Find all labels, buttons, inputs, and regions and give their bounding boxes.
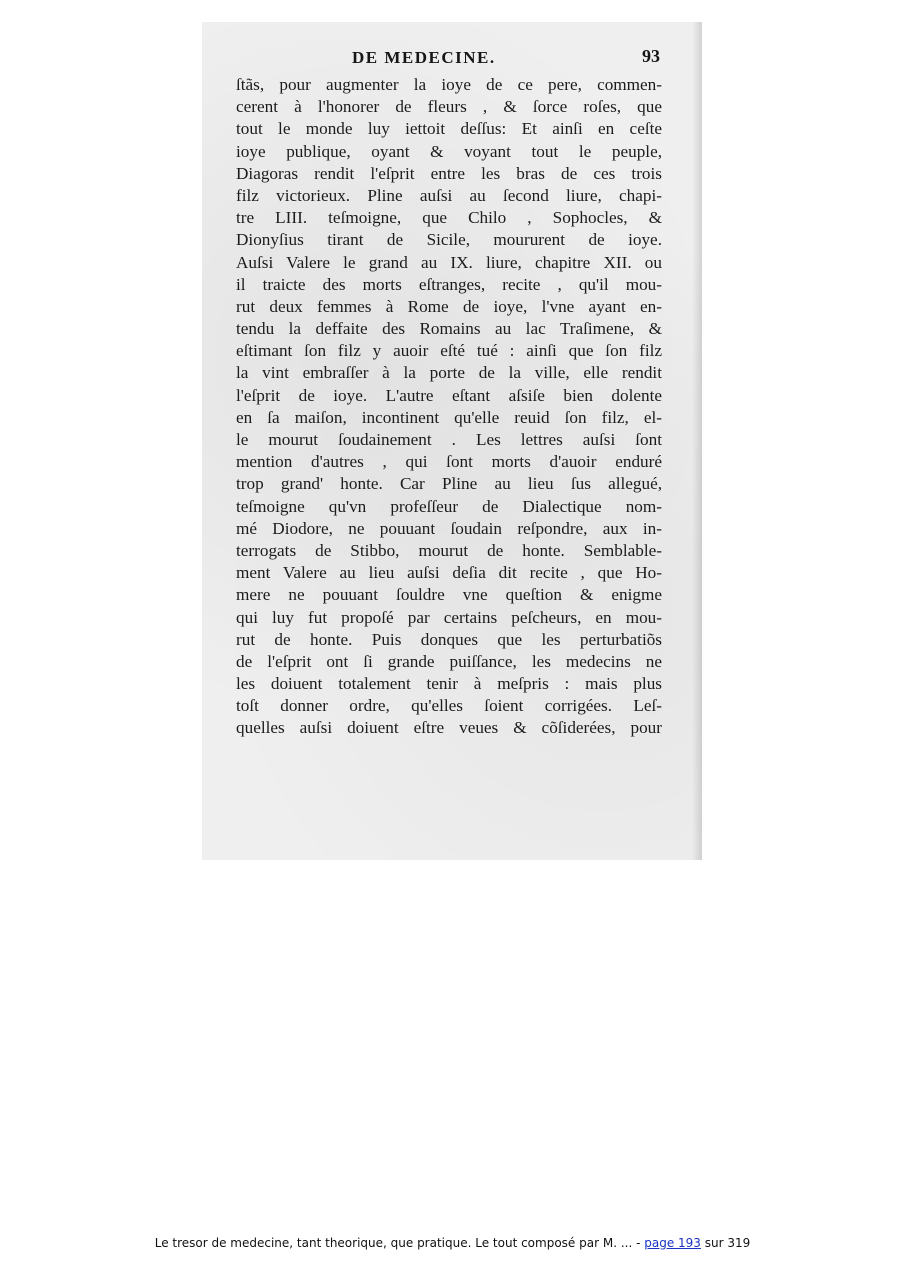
- footer-total: sur 319: [700, 1236, 751, 1250]
- text-line: tendu la deffaite des Romains au lac Traſimene, &: [236, 319, 662, 339]
- text-line: Dionyſius tirant de Sicile, moururent de ioye.: [236, 230, 662, 250]
- text-line: mention d'autres , qui ſont morts d'auoir enduré: [236, 452, 662, 472]
- text-line: teſmoigne qu'vn profeſſeur de Dialectique nom-: [236, 496, 662, 516]
- text-line: les doiuent totalement tenir à meſpris : mais plus: [236, 674, 662, 694]
- text-line: en ſa maiſon, incontinent qu'elle reuid ſon filz, el-: [236, 407, 662, 427]
- text-line: la vint embraſſer à la porte de la ville, elle rendit: [236, 363, 662, 383]
- scanned-page-image: [202, 22, 702, 860]
- text-line: cerent à l'honorer de fleurs , & ſorce roſes, que: [236, 97, 662, 117]
- text-line: toſt donner ordre, qu'elles ſoient corrigées. Leſ-: [236, 696, 662, 716]
- text-line: le mourut ſoudainement . Les lettres auſsi ſont: [236, 430, 662, 449]
- text-line: il traicte des morts eſtranges, recite , qu'il mou-: [236, 274, 662, 294]
- page-text-block: [236, 74, 662, 740]
- text-line: Diagoras rendit l'eſprit entre les bras de ces trois: [236, 163, 662, 183]
- text-line: rut deux femmes à Rome de ioye, l'vne ayant en-: [236, 296, 662, 316]
- footer-title: Le tresor de medecine, tant theorique, que pratique. Le tout composé par M. ... -: [154, 1236, 645, 1250]
- text-line: Auſsi Valere le grand au IX. liure, chapitre XII. ou: [236, 252, 662, 272]
- page-edge-shadow: [692, 22, 702, 860]
- text-line: l'eſprit de ioye. L'autre eſtant aſsiſe bien dolente: [236, 385, 662, 405]
- text-line: tout le monde luy iettoit deſſus: Et ainſi en ceſte: [236, 119, 662, 139]
- text-line: rut de honte. Puis donques que les perturbatiõs: [236, 629, 662, 649]
- text-line: filz victorieux. Pline auſsi au ſecond liure, chapi-: [236, 185, 662, 205]
- running-head: DE MEDECINE.: [352, 48, 496, 67]
- page-footer: [0, 1236, 905, 1250]
- text-line: de l'eſprit ont ſi grande puiſſance, les medecins ne: [236, 651, 662, 671]
- text-line: mé Diodore, ne pouuant ſoudain reſpondre, aux in-: [236, 518, 662, 538]
- folio-number: 93: [642, 46, 660, 66]
- text-line: eſtimant ſon filz y auoir eſté tué : ainſi que ſon filz: [236, 341, 662, 361]
- text-line: ment Valere au lieu auſsi deſia dit recite , que Ho-: [236, 563, 662, 583]
- text-line: terrogats de Stibbo, mourut de honte. Semblable-: [236, 540, 662, 560]
- text-line: quelles auſsi doiuent eſtre veues & cõſiderées, pour: [236, 718, 662, 738]
- text-line: trop grand' honte. Car Pline au lieu ſus allegué,: [236, 474, 662, 494]
- text-line: ſtãs, pour augmenter la ioye de ce pere, commen-: [236, 75, 662, 94]
- text-line: mere ne pouuant ſouldre vne queſtion & enigme: [236, 585, 662, 605]
- page-number-link[interactable]: page 193: [644, 1236, 701, 1250]
- text-line: tre LIII. teſmoigne, que Chilo , Sophocles, &: [236, 208, 662, 228]
- text-line: ioye publique, oyant & voyant tout le peuple,: [236, 141, 662, 161]
- text-line: qui luy fut propoſé par certains peſcheurs, en mou-: [236, 607, 662, 627]
